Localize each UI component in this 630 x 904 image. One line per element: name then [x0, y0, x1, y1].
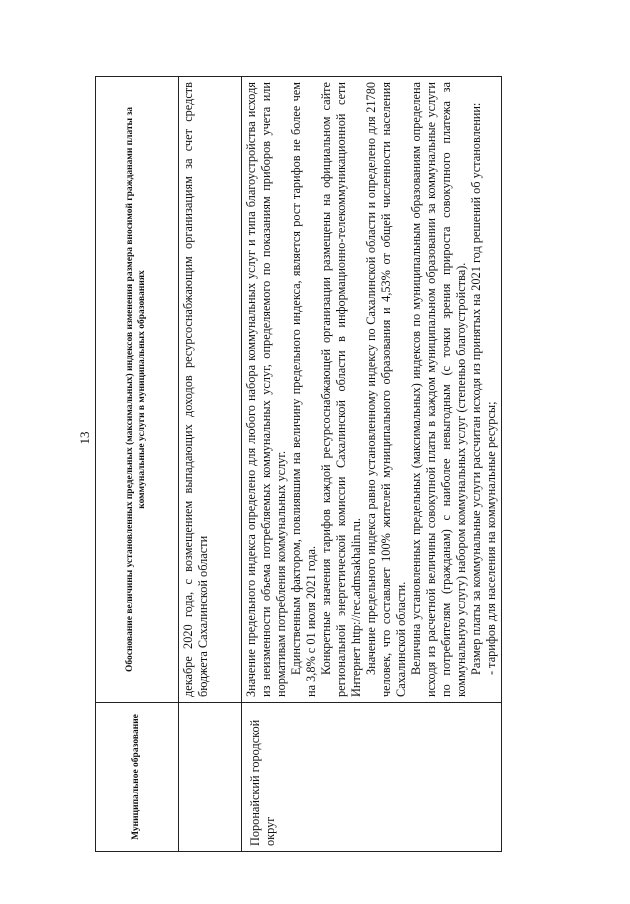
justification-paragraph-6: Размер платы за коммунальные услуги рассчитан исходя из принятых на 2021 год решений об установлении: [469, 102, 483, 675]
municipality-name: Поронайский городской округ [242, 703, 502, 852]
header-municipality: Муниципальное образование [96, 703, 179, 852]
continuation-municipality-cell [179, 703, 242, 852]
table-row-poronaysk [242, 77, 502, 852]
justification-paragraph-4: Значение предельного индекса равно установленному индексу по Сахалинской области и определено для 21780 человек, что составляет 100% жителей муниципального образования и 4,53% от общей численности населения Сахалинской области. [364, 82, 408, 697]
page-number: 13 [77, 431, 92, 445]
table-row-continuation [179, 77, 242, 852]
justification-paragraph-7: - тарифов для населения на коммунальные ресурсы; [484, 401, 498, 675]
justification-paragraph-5: Величина установленных предельных (максимальных) индексов по муниципальным образованиям определена исходя из расчетной величины совокупной платы в каждом муниципальном образовании за коммунальные услуги по потребителям (гражданам) с наиболее невыгодным (с точки зрения прироста совокупного платежа за коммунальную услугу) набором коммунальных услуг (степенью благоустройства). [409, 82, 468, 697]
indices-justification-table [95, 76, 502, 852]
header-justification: Обоснование величины установленных предельных (максимальных) индексов изменения размера вносимой гражданами платы за коммунальные услуги в муниципальных образованиях [96, 77, 179, 703]
justification-paragraph-2: Единственным фактором, повлиявшим на величину предельного индекса, является рост тарифов не более чем на 3,8% с 01 июля 2021 года. [289, 82, 318, 697]
rotated-page-content [95, 76, 583, 852]
justification-cell [242, 77, 502, 703]
justification-paragraph-3: Конкретные значения тарифов каждой ресурсоснабжающей организации размещены на официальном сайте региональной энергетической комиссии Сахалинской области в информационно-телекоммуникационной сети Интернет http://rec.admsakhalin.ru. [319, 82, 363, 697]
justification-paragraph-1: Значение предельного индекса определено для любого набора коммунальных услуг и типа благоустройства исходя из неизменности объема потребляемых коммунальных услуг, определяемого по показаниям приборов учета или нормативам потребления коммунальных услуг. [244, 82, 288, 697]
continuation-text: декабре 2020 года, с возмещением выпадающих доходов ресурсоснабжающим организациям за счет средств бюджета Сахалинской области [179, 77, 242, 703]
table-header-row [96, 77, 179, 852]
